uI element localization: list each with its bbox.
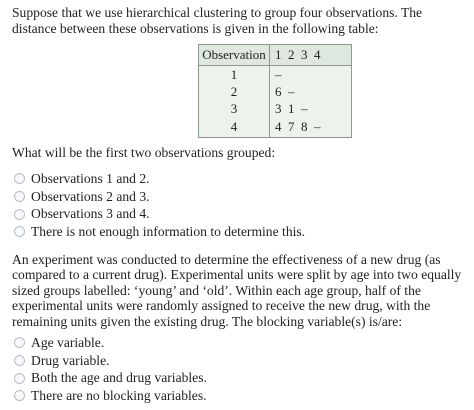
question-2-text: An experiment was conducted to determine the effectiveness of a new drug (as compared to a current drug). Experimental units were split by age into two equally sized groups labelled: ‘young’ and ‘old’. Within each age group, half of the experimental units were randomly assigned to receive the new drug, with the remaining units given the existing drug. The blocking variable(s) is/are: [12, 252, 462, 329]
option-label: There is not enough information to determine this. [31, 223, 306, 239]
answer-option[interactable] [14, 188, 305, 206]
option-label: Observations 1 and 2. [31, 170, 150, 186]
question-1-text: Suppose that we use hierarchical clustering to group four observations. The distance between these observations is given in the following table: [12, 5, 423, 36]
option-label: Age variable. [31, 334, 105, 350]
answer-option[interactable] [14, 352, 207, 370]
observation-numbers-header: 1 2 3 4 [270, 45, 352, 66]
answer-option[interactable] [14, 387, 207, 405]
table-row [199, 66, 352, 84]
radio-button[interactable] [14, 191, 25, 202]
row-distances: 3 1 – [270, 100, 352, 117]
distance-table [198, 44, 352, 138]
radio-button[interactable] [14, 209, 25, 220]
question-1-options [14, 170, 305, 241]
row-observation: 1 [199, 66, 270, 84]
table-row [199, 83, 352, 100]
radio-button[interactable] [14, 337, 25, 348]
option-label: Both the age and drug variables. [31, 370, 207, 386]
question-1-prompt: What will be the first two observations grouped: [12, 145, 276, 160]
radio-button[interactable] [14, 390, 25, 401]
row-distances: – [270, 66, 352, 84]
radio-button[interactable] [14, 226, 25, 237]
radio-button[interactable] [14, 373, 25, 384]
observation-header: Observation [199, 45, 270, 66]
row-observation: 4 [199, 117, 270, 138]
question-2-options [14, 334, 207, 405]
row-distances: 6 – [270, 83, 352, 100]
row-observation: 3 [199, 100, 270, 117]
answer-option[interactable] [14, 170, 305, 188]
option-label: Drug variable. [31, 352, 110, 368]
answer-option[interactable] [14, 223, 305, 241]
answer-option[interactable] [14, 334, 207, 352]
answer-option[interactable] [14, 369, 207, 387]
row-observation: 2 [199, 83, 270, 100]
row-distances: 4 7 8 – [270, 117, 352, 138]
radio-button[interactable] [14, 355, 25, 366]
table-row [199, 100, 352, 117]
option-label: There are no blocking variables. [31, 387, 207, 403]
table-header-row [199, 45, 352, 66]
option-label: Observations 2 and 3. [31, 188, 150, 204]
table-row [199, 117, 352, 138]
radio-button[interactable] [14, 173, 25, 184]
option-label: Observations 3 and 4. [31, 206, 150, 222]
answer-option[interactable] [14, 205, 305, 223]
